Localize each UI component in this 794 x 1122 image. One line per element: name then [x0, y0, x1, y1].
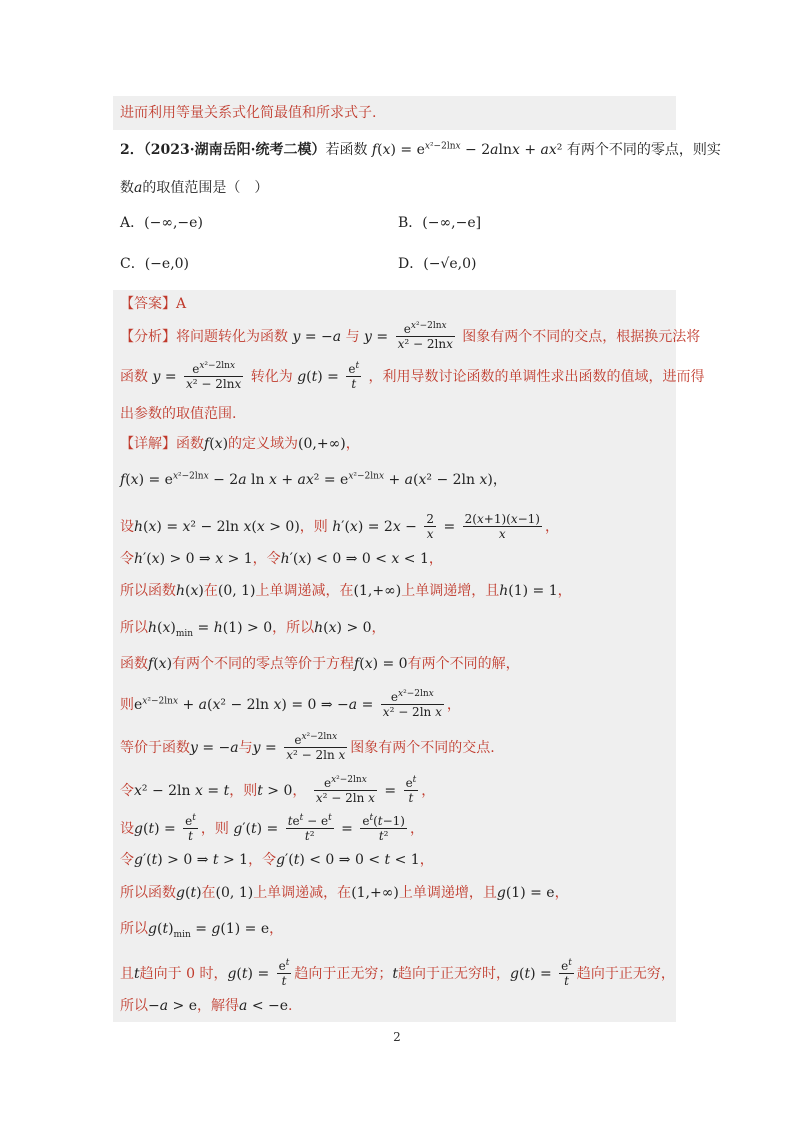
question-line-1	[120, 142, 721, 159]
detail-l1a: 函数	[176, 436, 204, 452]
detail-l14a: 所以	[120, 921, 148, 937]
detail-line-4: 令h′(x) > 0 ⇒ x > 1，令h′(x) < 0 ⇒ 0 < x < 1，	[120, 551, 443, 567]
detail-l5d: 上单调递增，且	[401, 583, 500, 599]
detail-line-1: 【详解】函数f(x)的定义域为(0,+∞)，	[120, 436, 360, 452]
question-line-2: 数a的取值范围是（ ）	[120, 180, 269, 196]
option-c-label: C．	[120, 256, 145, 272]
question-source: （2023·湖南岳阳·统考二模）	[143, 142, 326, 158]
detail-l13c: 上单调递减，在	[253, 885, 352, 901]
analysis-line-3	[120, 406, 236, 423]
question-function: $f(x) = e^{x^2-2lnx} - 2alnx + ax^2$	[371, 141, 563, 158]
detail-l4b: ，令	[252, 551, 281, 567]
detail-line-5: 所以函数h(x)在(0, 1)上单调递减，在(1,+∞)上单调递增，且h(1) = 1，	[120, 583, 572, 599]
detail-l13d: 上单调递增，且	[398, 885, 497, 901]
detail-line-9: 等价于函数y = −a与y = $\frac{e^{x^2-2lnx}}{\text{x² − 2ln x}}$ 图象有两个不同的交点.	[120, 732, 495, 763]
analysis-text-4: 函数	[120, 368, 148, 385]
detail-line-7: 函数f(x)有两个不同的零点等价于方程f(x) = 0有两个不同的解，	[120, 656, 520, 672]
detail-l9c: 图象有两个不同的交点.	[350, 739, 495, 756]
detail-l12b: ，令	[248, 852, 277, 868]
question-stem-line2-post: 的取值范围是（ ）	[142, 180, 269, 196]
detail-l15e: 趋向于正无穷，	[576, 965, 675, 982]
detail-l5b: 在	[203, 583, 218, 599]
detail-l13a: 所以函数	[120, 885, 176, 901]
detail-line-16: 所以−a > e，解得a < −e.	[120, 998, 293, 1014]
detail-l7b: 有两个不同的零点等价于方程	[172, 656, 355, 672]
detail-l15a: 且	[120, 965, 134, 982]
option-a-label: A．	[120, 215, 145, 231]
detail-line-14: 所以$g(t)_{min} = g(1) = e$，	[120, 921, 284, 940]
option-c[interactable]	[120, 256, 189, 273]
detail-l10b: ，则	[229, 782, 258, 799]
detail-l13b: 在	[201, 885, 216, 901]
detail-l15d: 趋向于正无穷时，	[398, 965, 510, 982]
detail-line-12: 令g′(t) > 0 ⇒ t > 1，令g′(t) < 0 ⇒ 0 < t < 1，	[120, 852, 434, 868]
detail-line-15: 且t趋向于 0 时，g(t) = $\frac{e^t}{t}$ 趋向于正无穷；t趋向于正无穷时，g(t) = $\frac{e^t}{t}$ 趋向于正无穷，	[120, 958, 675, 989]
answer-line	[120, 296, 186, 313]
detail-l11a: 设	[120, 820, 134, 837]
detail-line-2: $f(x) = e^{x^2-2lnx} - 2a$ $\ln x + ax^2 = e^{x^2-2lnx} + a(x^2 - 2\ln$ x)，	[120, 471, 507, 488]
detail-line-11: 设g(t) = $\frac{e^t}{t}$ ，则 g′(t) = $\frac{te^t - e^t}{\text{t²}}$ = $\frac{e^t(t-1)}{\text{t²}}$ ，	[120, 813, 424, 844]
detail-l7c: 有两个不同的解，	[407, 656, 520, 672]
detail-line-6: 所以$h(x)_{min} = h(1) > 0$，所以h(x) > 0，	[120, 620, 386, 639]
option-d-value: (−√e,0)	[423, 256, 477, 272]
analysis-text-1: 将问题转化为函数	[176, 328, 288, 345]
analysis-line-2	[120, 362, 705, 392]
detail-l6b: ，所以	[272, 620, 315, 636]
detail-l12a: 令	[120, 852, 134, 868]
detail-line-10: 令x² − 2ln x = t，则t > 0， $\frac{e^{x^2-2lnx}}{\text{x² − 2ln x}}$ = $\frac{e^t}{t}$ ，	[120, 775, 436, 806]
page-number: 2	[393, 1030, 401, 1044]
question-stem-pre: 若函数	[325, 142, 368, 158]
option-b-label: B．	[398, 215, 423, 231]
detail-l9a: 等价于函数	[120, 739, 190, 756]
detail-l3b: ，则	[299, 518, 328, 535]
detail-l9b: 与	[238, 739, 253, 756]
analysis-text-3: 图象有两个不同的交点，根据换元法将	[462, 328, 701, 345]
detail-l6a: 所以	[120, 620, 148, 636]
option-a-value: (−∞,−e)	[144, 215, 203, 231]
analysis-text-2: 与	[345, 328, 360, 345]
analysis-line-1	[120, 322, 700, 352]
formula-g-t: g(t) = $\frac{e^t}{t}$	[297, 361, 360, 392]
option-d[interactable]	[398, 256, 476, 273]
analysis-text-6: ，利用导数讨论函数的单调性求出函数的值域，进而得	[368, 368, 705, 385]
detail-l15b: 趋向于 0 时，	[139, 965, 228, 982]
detail-l1b: 的定义域为	[228, 436, 299, 452]
detail-l7a: 函数	[120, 656, 148, 672]
question-stem-line2: 数	[120, 180, 134, 196]
option-c-value: (−e,0)	[144, 256, 190, 272]
detail-l5c: 上单调递减，在	[255, 583, 354, 599]
intro-line: 进而利用等量关系式化简最值和所求式子.	[120, 105, 377, 121]
formula-y-neg-a: y = −a	[292, 328, 342, 345]
analysis-text-7: 出参数的取值范围.	[120, 406, 237, 422]
detail-line-3: 设h(x) = x² − 2ln x(x > 0)，则 h′(x) = 2x − $\frac{2}{x}$ = $\frac{2(x+1)(x-1)}{x}$ ，	[120, 512, 559, 542]
detail-l5a: 所以函数	[120, 583, 176, 599]
detail-l16b: ，解得	[197, 998, 240, 1014]
question-number: 2．	[120, 142, 144, 158]
detail-l16a: 所以	[120, 998, 148, 1014]
analysis-text-5: 转化为	[250, 368, 293, 385]
formula-y-fraction-2: y = $\frac{e^{x^2-2lnx}}{\text{x² − 2lnx}}$	[152, 361, 242, 392]
detail-l4a: 令	[120, 551, 134, 567]
detail-l8a: 则	[120, 696, 134, 713]
option-b[interactable]	[398, 215, 481, 232]
detail-l3a: 设	[120, 518, 134, 535]
detail-tag: 【详解】	[120, 436, 176, 452]
analysis-tag: 【分析】	[120, 328, 176, 345]
detail-l10a: 令	[120, 782, 134, 799]
option-d-label: D．	[398, 256, 424, 272]
formula-y-fraction: y = $\frac{e^{x^2-2lnx}}{\text{x² − 2lnx}}$	[364, 321, 453, 352]
detail-line-8: 则$e^{x^2-2lnx} + a(x^2 - 2\ln$ x) = 0 ⇒ −a = $\frac{e^{x^2-2lnx}}{\text{x² − 2ln x}}$ ，	[120, 689, 461, 720]
detail-line-13: 所以函数g(t)在(0, 1)上单调递减，在(1,+∞)上单调递增，且g(1) = e，	[120, 885, 569, 901]
option-a[interactable]	[120, 215, 203, 232]
answer-value: A	[176, 296, 187, 312]
detail-l11b: ，则	[200, 820, 229, 837]
option-b-value: (−∞,−e]	[422, 215, 482, 231]
answer-tag: 【答案】	[120, 296, 176, 312]
detail-l15c: 趋向于正无穷；	[294, 965, 393, 982]
question-stem-post: 有两个不同的零点，则实	[566, 142, 721, 158]
